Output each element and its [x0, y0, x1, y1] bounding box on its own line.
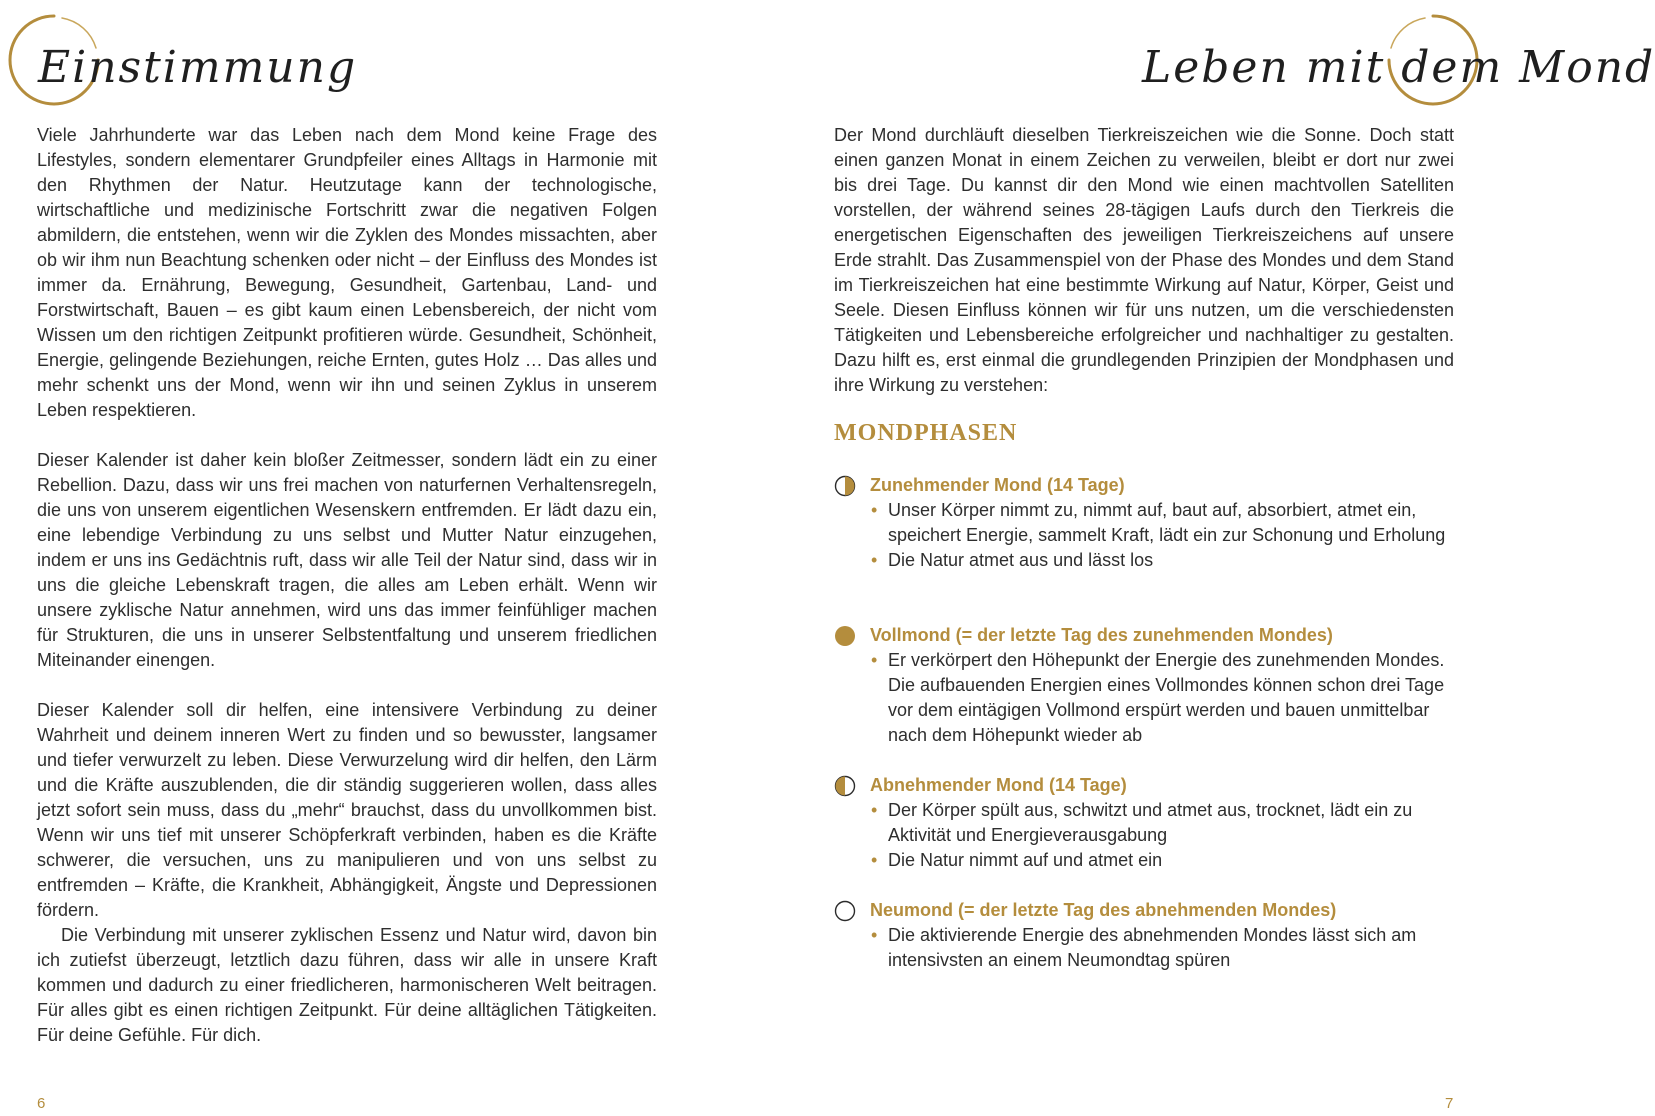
- paragraph: Viele Jahrhunderte war das Leben nach dem Mond keine Frage des Lifestyles, sondern elementarer Grundpfeiler eines Alltags in Harmonie mit den Rhythmen der Natur. Heutzutage kann der technologische, wirtschaftliche und medizinische Fortschritt zwar die negativen Folgen abmildern, die entstehen, wenn wir die Zyklen des Mondes missachten, aber ob wir ihm nun Beachtung schenken oder nicht – der Einfluss des Mondes ist immer da. Ernährung, Bewegung, Gesundheit, Gartenbau, Land- und Forstwirtschaft, Bauen – es gibt kaum einen Lebensbereich, der nicht vom Wissen um den richtigen Zeitpunkt profitieren würde. Gesundheit, Schönheit, Energie, gelingende Beziehungen, reiche Ernten, gutes Holz … Das alles und mehr schenkt uns der Mond, wenn wir ihn und seinen Zyklus in unserem Leben respektieren.: [37, 125, 657, 420]
- waxing-moon-icon: [834, 475, 856, 497]
- waning-moon-icon: [834, 775, 856, 797]
- phase-bullets: [834, 648, 1464, 748]
- phase-title: Abnehmender Mond (14 Tage): [870, 775, 1127, 795]
- phase-item: [834, 623, 1464, 748]
- bullet-item: • Der Körper spült aus, schwitzt und atmet aus, trocknet, lädt ein zu Aktivität und Energieverausgabung: [888, 798, 1464, 848]
- right-page: [742, 0, 1655, 1116]
- paragraph: Dieser Kalender soll dir helfen, eine intensivere Verbindung zu deiner Wahrheit und deinem inneren Wert zu finden und so bewusster, langsamer und tiefer verwurzelt zu leben. Diese Verwurzelung wird dir helfen, den Lärm und die Kräfte auszublenden, die dir ständig suggerieren wollen, dass alles jetzt sofort sein muss, dass du „mehr“ brauchst, dass du unvollkommen bist. Wenn wir uns tief mit unserer Schöpferkraft verbinden, haben es die Kräfte schwerer, die versuchen, uns zu manipulieren und von uns selbst zu entfremden – Kräfte, die Krankheit, Abhängigkeit, Ängste und Depressionen fördern.: [37, 700, 657, 920]
- left-page: [0, 0, 742, 1116]
- phase-item: [834, 773, 1464, 873]
- new-moon-icon: [834, 900, 856, 922]
- phase-bullets: [834, 923, 1464, 973]
- bullet-item: • Die Natur atmet aus und lässt los: [888, 548, 1464, 573]
- phase-title: Neumond (= der letzte Tag des abnehmenden Mondes): [870, 900, 1337, 920]
- bullet-item: • Unser Körper nimmt zu, nimmt auf, baut auf, absorbiert, atmet ein, speichert Energie, sammelt Kraft, lädt ein zur Schonung und Erholung: [888, 498, 1464, 548]
- page-heading: Einstimmung: [38, 42, 358, 93]
- page-number: 6: [37, 1095, 46, 1112]
- paragraph: Dieser Kalender ist daher kein bloßer Zeitmesser, sondern lädt ein zu einer Rebellion. Dazu, dass wir uns frei machen von naturfernen Verhaltensregeln, die uns von unserem eigentlichen Wesenskern entfremden. Er lädt dazu ein, eine lebendige Verbindung zu uns selbst und Mutter Natur einzugehen, indem er uns ins Gedächtnis ruft, dass wir alle Teil der Natur sind, dass wir in uns die gleiche Lebenskraft tragen, die alles am Leben erhält. Wenn wir unsere zyklische Natur annehmen, wird uns das immer feinfühliger machen für Strukturen, die uns in unserer Selbstentfaltung und unserem friedlichen Miteinander einengen.: [37, 450, 657, 670]
- phase-bullets: [834, 498, 1464, 573]
- bullet-item: • Er verkörpert den Höhepunkt der Energie des zunehmenden Mondes. Die aufbauenden Energien eines Vollmondes können schon drei Tage vor dem eintägigen Vollmond erspürt werden und bauen unmittelbar nach dem Höhepunkt wieder ab: [888, 648, 1464, 748]
- page-heading: Leben mit dem Mond: [1142, 42, 1655, 93]
- paragraph: Der Mond durchläuft dieselben Tierkreiszeichen wie die Sonne. Doch statt einen ganzen Monat in einem Zeichen zu verweilen, bleibt er dort nur zwei bis drei Tage. Du kannst dir den Mond wie einen machtvollen Satelliten vorstellen, der während seines 28-tägigen Laufs durch den Tierkreis die energetischen Eigenschaften des jeweiligen Tierkreiszeichens auf unsere Erde strahlt. Das Zusammenspiel von der Phase des Mondes und dem Stand im Tierkreiszeichen hat eine bestimmte Wirkung auf Natur, Körper, Geist und Seele. Diesen Einfluss können wir für uns nutzen, um die verschiedensten Tätigkeiten und Lebensbereiche erfolgreicher und nachhaltiger zu gestalten. Dazu hilft es, erst einmal die grundlegenden Prinzipien der Mondphasen und ihre Wirkung zu verstehen:: [834, 125, 1454, 395]
- phase-title: Vollmond (= der letzte Tag des zunehmenden Mondes): [870, 625, 1333, 645]
- phase-item: [834, 898, 1464, 973]
- paragraph: Die Verbindung mit unserer zyklischen Essenz und Natur wird, davon bin ich zutiefst überzeugt, letztlich dazu führen, dass wir alle in unsere Kraft kommen und dadurch zu einer friedlicheren, harmonischeren Welt beitragen. Für alles gibt es einen richtigen Zeitpunkt. Für deine alltäglichen Tätigkeiten. Für deine Gefühle. Für dich.: [37, 925, 657, 1045]
- phase-bullets: [834, 798, 1464, 873]
- body-text-left: [37, 123, 657, 1048]
- intro-text: [834, 123, 1454, 398]
- full-moon-icon: [834, 625, 856, 647]
- section-title: MONDPHASEN: [834, 420, 1018, 446]
- page-number: 7: [1445, 1095, 1454, 1112]
- bullet-item: • Die aktivierende Energie des abnehmenden Mondes lässt sich am intensivsten an einem Neumondtag spüren: [888, 923, 1464, 973]
- phase-item: [834, 473, 1464, 573]
- bullet-item: • Die Natur nimmt auf und atmet ein: [888, 848, 1464, 873]
- phase-title: Zunehmender Mond (14 Tage): [870, 475, 1125, 495]
